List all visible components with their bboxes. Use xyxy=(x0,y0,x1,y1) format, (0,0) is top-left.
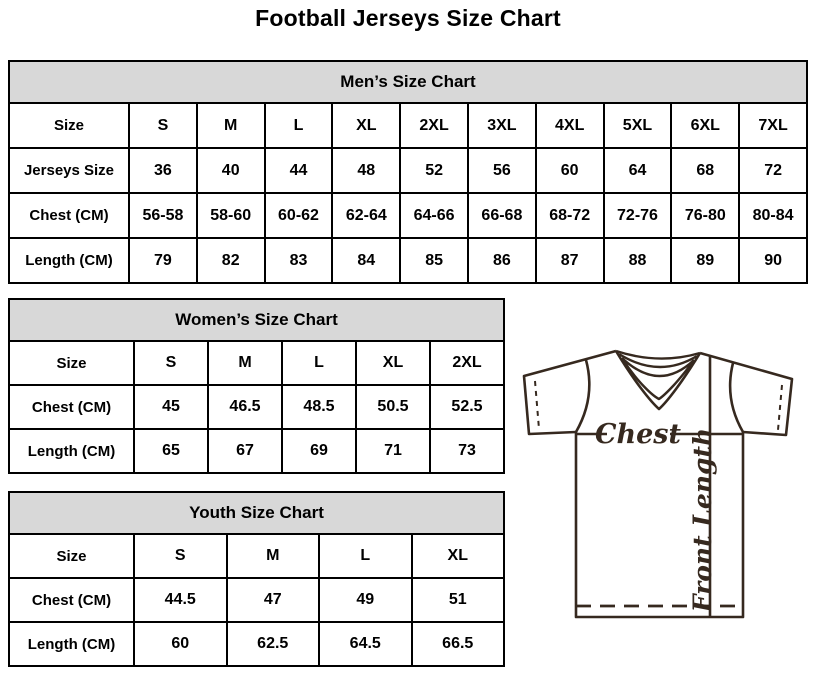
table-cell: 58-60 xyxy=(197,193,265,238)
table-cell: 64 xyxy=(604,148,672,193)
row-label: Chest (CM) xyxy=(9,578,134,622)
size-column-header: L xyxy=(319,534,412,578)
table-cell: 60 xyxy=(134,622,227,666)
size-column-header: 6XL xyxy=(671,103,739,148)
table-cell: 83 xyxy=(265,238,333,283)
table-cell: 72-76 xyxy=(604,193,672,238)
size-column-header: 2XL xyxy=(430,341,504,385)
table-row xyxy=(9,148,807,193)
size-column-header: M xyxy=(208,341,282,385)
cuff-dashed-line xyxy=(535,381,539,429)
womens-size-table xyxy=(8,298,505,474)
size-column-header: L xyxy=(265,103,333,148)
table-cell: 68 xyxy=(671,148,739,193)
table-cell: 62-64 xyxy=(332,193,400,238)
table-cell: 56 xyxy=(468,148,536,193)
table-cell: 52.5 xyxy=(430,385,504,429)
table-cell: 52 xyxy=(400,148,468,193)
table-cell: 40 xyxy=(197,148,265,193)
table-cell: 48.5 xyxy=(282,385,356,429)
table-cell: 50.5 xyxy=(356,385,430,429)
size-column-header: 2XL xyxy=(400,103,468,148)
row-label: Size xyxy=(9,103,129,148)
row-label: Chest (CM) xyxy=(9,385,134,429)
table-cell: 64-66 xyxy=(400,193,468,238)
table-cell: 67 xyxy=(208,429,282,473)
mens-table-title: Men’s Size Chart xyxy=(9,61,807,103)
table-row xyxy=(9,238,807,283)
table-cell: 71 xyxy=(356,429,430,473)
table-cell: 72 xyxy=(739,148,807,193)
row-label: Length (CM) xyxy=(9,429,134,473)
table-row xyxy=(9,193,807,238)
table-row xyxy=(9,492,504,534)
table-cell: 65 xyxy=(134,429,208,473)
size-column-header: S xyxy=(134,341,208,385)
table-cell: 80-84 xyxy=(739,193,807,238)
table-cell: 79 xyxy=(129,238,197,283)
table-cell: 44.5 xyxy=(134,578,227,622)
table-cell: 47 xyxy=(227,578,320,622)
table-cell: 48 xyxy=(332,148,400,193)
row-label: Size xyxy=(9,534,134,578)
size-column-header: 3XL xyxy=(468,103,536,148)
table-cell: 76-80 xyxy=(671,193,739,238)
table-cell: 90 xyxy=(739,238,807,283)
page-title: Football Jerseys Size Chart xyxy=(255,5,561,31)
size-column-header: XL xyxy=(412,534,505,578)
size-column-header: M xyxy=(197,103,265,148)
table-row xyxy=(9,534,504,578)
table-cell: 45 xyxy=(134,385,208,429)
table-cell: 62.5 xyxy=(227,622,320,666)
table-row xyxy=(9,61,807,103)
table-cell: 66-68 xyxy=(468,193,536,238)
size-column-header: XL xyxy=(332,103,400,148)
size-column-header: L xyxy=(282,341,356,385)
youth-size-table xyxy=(8,491,505,667)
womens-table-title: Women’s Size Chart xyxy=(9,299,504,341)
table-cell: 60-62 xyxy=(265,193,333,238)
chest-label: Chest xyxy=(595,419,681,450)
table-row xyxy=(9,429,504,473)
table-cell: 49 xyxy=(319,578,412,622)
table-cell: 87 xyxy=(536,238,604,283)
table-row xyxy=(9,103,807,148)
size-column-header: 7XL xyxy=(739,103,807,148)
table-row xyxy=(9,578,504,622)
row-label: Length (CM) xyxy=(9,238,129,283)
table-cell: 89 xyxy=(671,238,739,283)
jersey-diagram-svg xyxy=(510,335,810,635)
table-row xyxy=(9,622,504,666)
table-cell: 46.5 xyxy=(208,385,282,429)
jersey-body-outline xyxy=(576,432,743,617)
jersey-measurement-diagram xyxy=(510,335,810,635)
table-cell: 86 xyxy=(468,238,536,283)
table-cell: 82 xyxy=(197,238,265,283)
row-label: Size xyxy=(9,341,134,385)
row-label: Jerseys Size xyxy=(9,148,129,193)
row-label: Chest (CM) xyxy=(9,193,129,238)
table-cell: 60 xyxy=(536,148,604,193)
size-column-header: S xyxy=(134,534,227,578)
table-cell: 85 xyxy=(400,238,468,283)
table-cell: 36 xyxy=(129,148,197,193)
table-cell: 84 xyxy=(332,238,400,283)
table-cell: 88 xyxy=(604,238,672,283)
table-cell: 66.5 xyxy=(412,622,505,666)
table-row xyxy=(9,341,504,385)
table-row xyxy=(9,299,504,341)
table-cell: 44 xyxy=(265,148,333,193)
front-length-label: Front Length xyxy=(688,427,717,613)
size-column-header: S xyxy=(129,103,197,148)
size-column-header: XL xyxy=(356,341,430,385)
table-cell: 68-72 xyxy=(536,193,604,238)
jersey-sleeve-seam xyxy=(576,360,589,432)
mens-size-table xyxy=(8,60,808,284)
jersey-outline xyxy=(700,353,792,435)
row-label: Length (CM) xyxy=(9,622,134,666)
youth-table-title: Youth Size Chart xyxy=(9,492,504,534)
table-cell: 64.5 xyxy=(319,622,412,666)
table-cell: 69 xyxy=(282,429,356,473)
size-column-header: 5XL xyxy=(604,103,672,148)
table-row xyxy=(9,385,504,429)
cuff-dashed-line xyxy=(778,385,782,430)
size-column-header: 4XL xyxy=(536,103,604,148)
jersey-sleeve-seam xyxy=(730,363,743,432)
table-cell: 73 xyxy=(430,429,504,473)
jersey-collar xyxy=(616,351,700,359)
table-cell: 51 xyxy=(412,578,505,622)
size-column-header: M xyxy=(227,534,320,578)
table-cell: 56-58 xyxy=(129,193,197,238)
